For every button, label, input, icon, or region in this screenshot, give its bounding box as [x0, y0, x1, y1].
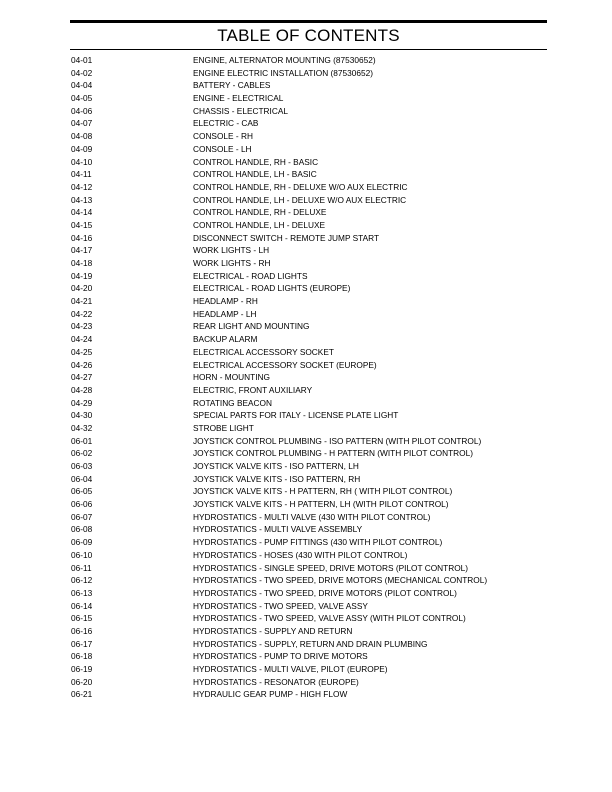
- toc-entry-code: 06-10: [71, 549, 93, 560]
- toc-entry-code: 06-08: [71, 524, 93, 535]
- toc-entry[interactable]: [71, 206, 541, 219]
- toc-entry-code: 04-32: [71, 422, 93, 433]
- toc-entry-title: JOYSTICK CONTROL PLUMBING - H PATTERN (WITH PILOT CONTROL): [193, 448, 473, 459]
- toc-entry[interactable]: [71, 117, 541, 130]
- toc-entry[interactable]: [71, 612, 541, 625]
- toc-entry-code: 04-25: [71, 346, 93, 357]
- toc-entry[interactable]: [71, 485, 541, 498]
- toc-entry-title: DISCONNECT SWITCH - REMOTE JUMP START: [193, 232, 380, 243]
- toc-entry[interactable]: [71, 638, 541, 651]
- toc-entry[interactable]: [71, 384, 541, 397]
- toc-entry-title: HYDROSTATICS - MULTI VALVE (430 WITH PILOT CONTROL): [193, 511, 431, 522]
- toc-entry-title: HYDROSTATICS - SUPPLY AND RETURN: [193, 625, 353, 636]
- toc-entry[interactable]: [71, 511, 541, 524]
- toc-entry-code: 04-12: [71, 181, 93, 192]
- toc-entry-title: HYDROSTATICS - MULTI VALVE ASSEMBLY: [193, 524, 363, 535]
- toc-entry-code: 06-20: [71, 676, 93, 687]
- toc-entry[interactable]: [71, 219, 541, 232]
- toc-entry-title: ENGINE, ALTERNATOR MOUNTING (87530652): [193, 55, 376, 65]
- toc-entry[interactable]: [71, 676, 541, 689]
- header-rule-top: [70, 20, 547, 23]
- toc-entry-title: CONTROL HANDLE, LH - DELUXE: [193, 219, 326, 230]
- toc-entry[interactable]: [71, 397, 541, 410]
- toc-entry-code: 04-14: [71, 207, 93, 218]
- toc-entry-title: ELECTRICAL - ROAD LIGHTS (EUROPE): [193, 283, 351, 294]
- toc-entry-code: 04-08: [71, 131, 93, 142]
- toc-entry-code: 04-30: [71, 410, 93, 421]
- toc-entry-code: 04-22: [71, 308, 93, 319]
- toc-entry[interactable]: [71, 143, 541, 156]
- toc-entry-title: ELECTRICAL ACCESSORY SOCKET (EUROPE): [193, 359, 377, 370]
- toc-entry-code: 06-06: [71, 499, 93, 510]
- toc-entry-title: CONTROL HANDLE, RH - BASIC: [193, 156, 319, 167]
- toc-entry-code: 06-03: [71, 461, 93, 471]
- toc-entry-code: 06-16: [71, 625, 93, 636]
- toc-entry[interactable]: [71, 346, 541, 359]
- toc-entry-title: HYDROSTATICS - TWO SPEED, DRIVE MOTORS (PILOT CONTROL): [193, 587, 457, 598]
- toc-entry-code: 06-21: [71, 689, 93, 700]
- toc-entry[interactable]: [71, 130, 541, 143]
- toc-entry-code: 06-19: [71, 664, 93, 674]
- toc-entry-code: 04-20: [71, 283, 93, 294]
- toc-entry[interactable]: [71, 371, 541, 384]
- toc-entry-title: HYDROSTATICS - TWO SPEED, VALVE ASSY (WITH PILOT CONTROL): [193, 613, 466, 624]
- toc-entry-code: 04-05: [71, 93, 93, 104]
- toc-entry-title: HYDROSTATICS - RESONATOR (EUROPE): [193, 676, 359, 687]
- toc-entry-title: CONTROL HANDLE, RH - DELUXE: [193, 207, 327, 218]
- toc-entry-title: JOYSTICK VALVE KITS - H PATTERN, RH ( WITH PILOT CONTROL): [193, 486, 453, 497]
- toc-entry-code: 04-28: [71, 384, 93, 395]
- toc-entry[interactable]: [71, 600, 541, 613]
- toc-entry[interactable]: [71, 473, 541, 486]
- toc-entry-title: HYDROSTATICS - PUMP TO DRIVE MOTORS: [193, 651, 368, 662]
- toc-list: [71, 54, 541, 701]
- toc-entry-code: 04-15: [71, 219, 93, 230]
- toc-entry-title: HYDROSTATICS - PUMP FITTINGS (430 WITH PILOT CONTROL): [193, 537, 443, 548]
- toc-entry-title: SPECIAL PARTS FOR ITALY - LICENSE PLATE LIGHT: [193, 410, 399, 421]
- toc-entry-code: 06-18: [71, 651, 93, 662]
- toc-entry[interactable]: [71, 270, 541, 283]
- toc-entry[interactable]: [71, 320, 541, 333]
- toc-entry-code: 04-17: [71, 245, 93, 256]
- toc-entry[interactable]: [71, 67, 541, 80]
- toc-entry-code: 06-09: [71, 537, 93, 548]
- toc-entry-title: CONSOLE - RH: [193, 131, 253, 142]
- toc-entry[interactable]: [71, 688, 541, 701]
- toc-entry-title: HYDROSTATICS - SUPPLY, RETURN AND DRAIN PLUMBING: [193, 638, 428, 649]
- toc-entry-title: ELECTRICAL ACCESSORY SOCKET: [193, 346, 334, 357]
- toc-entry-code: 04-10: [71, 156, 93, 167]
- toc-entry[interactable]: [71, 549, 541, 562]
- toc-entry-title: ENGINE ELECTRIC INSTALLATION (87530652): [193, 67, 373, 78]
- toc-entry-title: HYDROSTATICS - TWO SPEED, VALVE ASSY: [193, 600, 368, 611]
- toc-entry-code: 04-11: [71, 169, 92, 180]
- toc-entry-code: 04-23: [71, 321, 93, 332]
- toc-entry-code: 04-27: [71, 372, 93, 383]
- toc-entry[interactable]: [71, 359, 541, 372]
- toc-entry[interactable]: [71, 562, 541, 575]
- toc-entry-title: CONTROL HANDLE, RH - DELUXE W/O AUX ELECTRIC: [193, 181, 408, 192]
- toc-entry[interactable]: [71, 244, 541, 257]
- toc-entry-title: JOYSTICK VALVE KITS - H PATTERN, LH (WITH PILOT CONTROL): [193, 499, 449, 510]
- toc-entry-code: 04-16: [71, 232, 93, 243]
- toc-entry-title: ELECTRIC, FRONT AUXILIARY: [193, 384, 313, 395]
- toc-entry-title: CHASSIS - ELECTRICAL: [193, 105, 288, 116]
- toc-entry[interactable]: [71, 333, 541, 346]
- toc-entry[interactable]: [71, 232, 541, 245]
- toc-entry[interactable]: [71, 257, 541, 270]
- toc-entry-title: CONSOLE - LH: [193, 143, 252, 154]
- toc-entry-title: ELECTRICAL - ROAD LIGHTS: [193, 270, 308, 281]
- toc-entry-code: 06-13: [71, 587, 93, 598]
- toc-entry[interactable]: [71, 54, 541, 67]
- toc-entry[interactable]: [71, 308, 541, 321]
- toc-entry-title: HYDROSTATICS - SINGLE SPEED, DRIVE MOTORS (PILOT CONTROL): [193, 562, 469, 573]
- toc-entry-title: HEADLAMP - RH: [193, 296, 258, 307]
- toc-entry-code: 04-02: [71, 67, 93, 78]
- toc-entry-title: HYDROSTATICS - MULTI VALVE, PILOT (EUROPE): [193, 664, 388, 674]
- toc-entry-code: 06-07: [71, 511, 93, 522]
- toc-entry-title: ROTATING BEACON: [193, 397, 272, 408]
- toc-entry-code: 06-15: [71, 613, 93, 624]
- toc-entry[interactable]: [71, 92, 541, 105]
- toc-entry[interactable]: [71, 79, 541, 92]
- toc-entry[interactable]: [71, 181, 541, 194]
- toc-entry-code: 06-11: [71, 562, 92, 573]
- toc-entry[interactable]: [71, 156, 541, 169]
- toc-entry[interactable]: [71, 523, 541, 536]
- toc-entry-title: ENGINE - ELECTRICAL: [193, 93, 284, 104]
- toc-entry[interactable]: [71, 625, 541, 638]
- toc-entry-code: 04-26: [71, 359, 93, 370]
- toc-entry[interactable]: [71, 194, 541, 207]
- toc-entry-code: 06-01: [71, 435, 93, 446]
- toc-entry-title: HYDROSTATICS - TWO SPEED, DRIVE MOTORS (MECHANICAL CONTROL): [193, 575, 488, 586]
- toc-entry-code: 06-02: [71, 448, 93, 459]
- toc-entry-title: WORK LIGHTS - RH: [193, 258, 271, 268]
- toc-entry-title: BACKUP ALARM: [193, 334, 258, 345]
- toc-entry-code: 04-06: [71, 105, 93, 116]
- toc-entry[interactable]: [71, 587, 541, 600]
- toc-entry[interactable]: [71, 498, 541, 511]
- toc-entry[interactable]: [71, 435, 541, 448]
- toc-entry-title: CONTROL HANDLE, LH - BASIC: [193, 169, 317, 180]
- toc-entry-title: JOYSTICK CONTROL PLUMBING - ISO PATTERN (WITH PILOT CONTROL): [193, 435, 482, 446]
- toc-entry[interactable]: [71, 663, 541, 676]
- toc-entry-code: 04-13: [71, 194, 93, 205]
- toc-entry-title: HEADLAMP - LH: [193, 308, 257, 319]
- toc-entry-code: 06-04: [71, 473, 93, 484]
- toc-entry-code: 04-18: [71, 258, 93, 268]
- toc-entry-code: 06-12: [71, 575, 93, 586]
- toc-entry-code: 04-21: [71, 296, 93, 307]
- toc-entry[interactable]: [71, 536, 541, 549]
- toc-entry[interactable]: [71, 282, 541, 295]
- toc-entry-title: STROBE LIGHT: [193, 422, 254, 433]
- toc-entry[interactable]: [71, 447, 541, 460]
- toc-entry[interactable]: [71, 650, 541, 663]
- toc-entry-title: HYDRAULIC GEAR PUMP - HIGH FLOW: [193, 689, 348, 700]
- toc-entry[interactable]: [71, 409, 541, 422]
- toc-entry-title: HYDROSTATICS - HOSES (430 WITH PILOT CONTROL): [193, 549, 408, 560]
- toc-entry-code: 04-07: [71, 118, 93, 129]
- toc-entry-code: 06-14: [71, 600, 93, 611]
- header-rule-bottom: [70, 49, 547, 50]
- toc-entry-code: 04-24: [71, 334, 93, 345]
- toc-entry-code: 06-05: [71, 486, 93, 497]
- toc-entry[interactable]: [71, 460, 541, 473]
- toc-entry[interactable]: [71, 574, 541, 587]
- toc-entry-code: 04-04: [71, 80, 93, 91]
- toc-entry-title: REAR LIGHT AND MOUNTING: [193, 321, 310, 332]
- toc-entry-code: 04-09: [71, 143, 93, 154]
- toc-entry-code: 04-01: [71, 55, 93, 65]
- toc-entry-title: CONTROL HANDLE, LH - DELUXE W/O AUX ELECTRIC: [193, 194, 407, 205]
- toc-entry-title: JOYSTICK VALVE KITS - ISO PATTERN, LH: [193, 461, 359, 471]
- toc-entry-title: ELECTRIC - CAB: [193, 118, 259, 129]
- toc-entry-title: HORN - MOUNTING: [193, 372, 270, 383]
- toc-entry[interactable]: [71, 168, 541, 181]
- toc-entry-code: 04-19: [71, 270, 93, 281]
- toc-entry-code: 06-17: [71, 638, 93, 649]
- toc-entry-code: 04-29: [71, 397, 93, 408]
- toc-entry-title: JOYSTICK VALVE KITS - ISO PATTERN, RH: [193, 473, 361, 484]
- toc-entry[interactable]: [71, 105, 541, 118]
- page-title: TABLE OF CONTENTS: [217, 26, 400, 45]
- toc-entry-title: WORK LIGHTS - LH: [193, 245, 270, 256]
- toc-entry-title: BATTERY - CABLES: [193, 80, 271, 91]
- toc-entry[interactable]: [71, 422, 541, 435]
- toc-entry[interactable]: [71, 295, 541, 308]
